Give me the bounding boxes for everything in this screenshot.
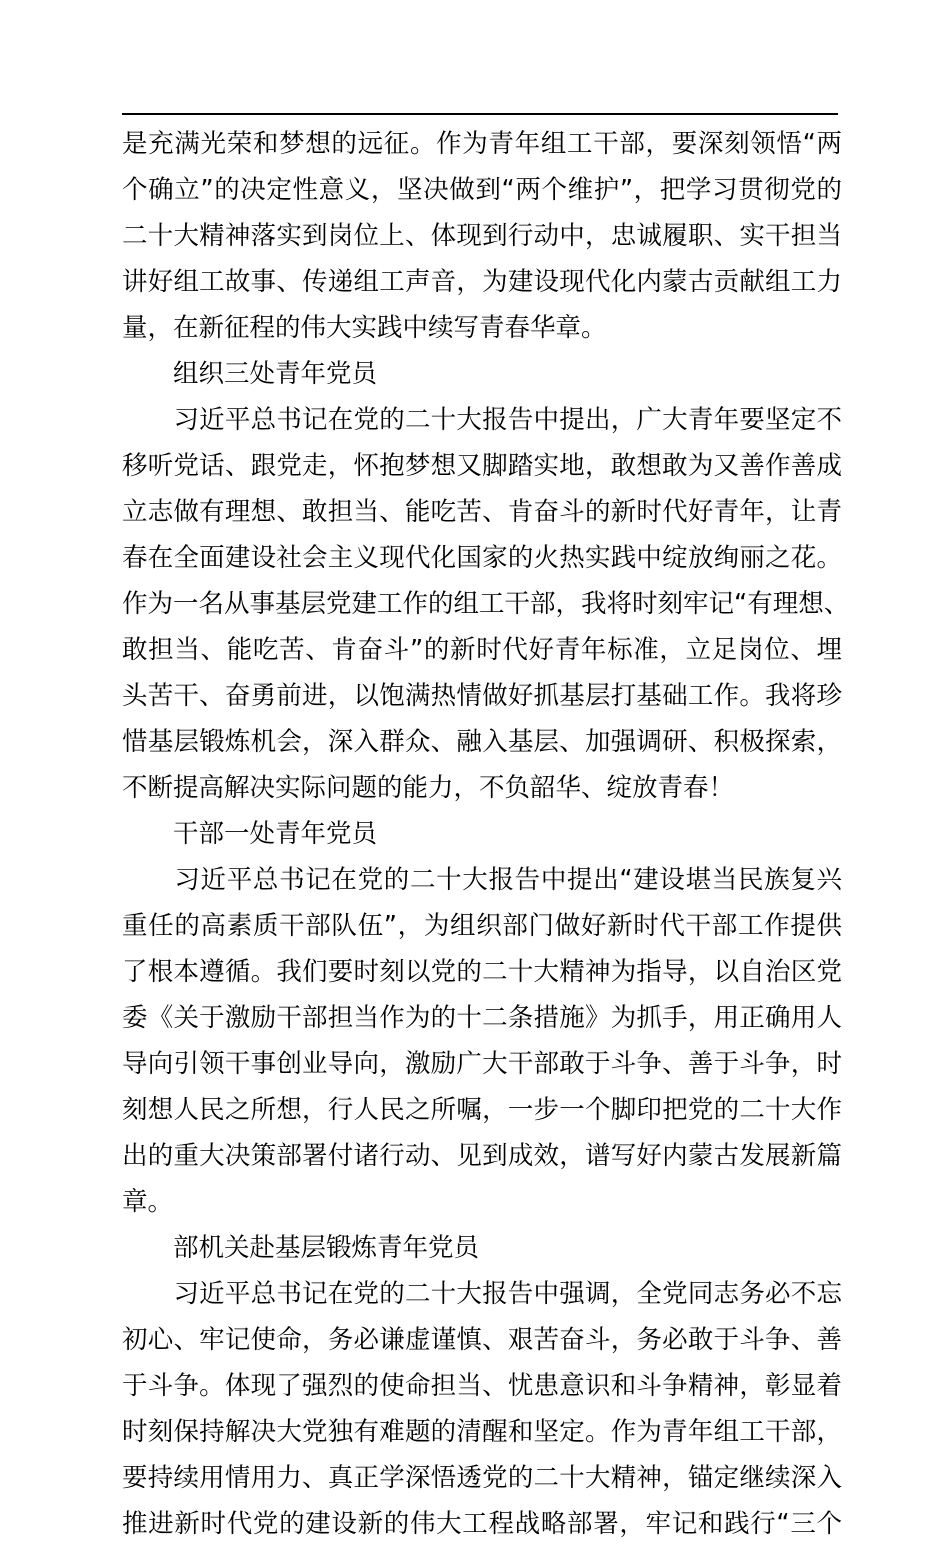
paragraph-line: 惜基层锻炼机会，深入群众、融入基层、加强调研、积极探索， (122, 727, 842, 757)
paragraph-line: 了根本遵循。我们要时刻以党的二十大精神为指导，以自治区党 (122, 957, 842, 987)
section-heading: 部机关赴基层锻炼青年党员 (173, 1233, 480, 1263)
paragraph (122, 1271, 842, 1547)
paragraph (122, 121, 842, 351)
top-rule (122, 113, 838, 115)
document-body (122, 121, 850, 1547)
paragraph-line: 个确立”的决定性意义，坚决做到“两个维护”，把学习贯彻党的 (122, 175, 842, 205)
paragraph-line: 习近平总书记在党的二十大报告中提出“建设堪当民族复兴 (122, 865, 842, 895)
paragraph-line: 委《关于激励干部担当作为的十二条措施》为抓手，用正确用人 (122, 1003, 842, 1033)
paragraph-line: 量，在新征程的伟大实践中续写青春华章。 (122, 313, 607, 343)
paragraph-line: 作为一名从事基层党建工作的组工干部，我将时刻牢记“有理想、 (122, 589, 850, 619)
paragraph-line: 于斗争。体现了强烈的使命担当、忧患意识和斗争精神，彰显着 (122, 1371, 842, 1401)
paragraph-line: 是充满光荣和梦想的远征。作为青年组工干部，要深刻领悟“两 (122, 129, 842, 159)
section-heading: 组织三处青年党员 (173, 359, 378, 389)
paragraph-line: 刻想人民之所想，行人民之所嘱，一步一个脚印把党的二十大作 (122, 1095, 842, 1125)
paragraph-line: 习近平总书记在党的二十大报告中提出，广大青年要坚定不 (122, 405, 842, 435)
paragraph-line: 不断提高解决实际问题的能力，不负韶华、绽放青春！ (122, 773, 735, 803)
paragraph-line: 要持续用情用力、真正学深悟透党的二十大精神，锚定继续深入 (122, 1463, 842, 1493)
paragraph-line: 敢担当、能吃苦、肯奋斗”的新时代好青年标准，立足岗位、埋 (122, 635, 842, 665)
paragraph-line: 头苦干、奋勇前进，以饱满热情做好抓基层打基础工作。我将珍 (122, 681, 842, 711)
paragraph-line: 习近平总书记在党的二十大报告中强调，全党同志务必不忘 (122, 1279, 842, 1309)
paragraph (122, 397, 850, 811)
paragraph (122, 857, 842, 1225)
paragraph-line: 立志做有理想、敢担当、能吃苦、肯奋斗的新时代好青年，让青 (122, 497, 842, 527)
section-heading: 干部一处青年党员 (173, 819, 378, 849)
paragraph-line: 出的重大决策部署付诸行动、见到成效，谱写好内蒙古发展新篇 (122, 1141, 842, 1171)
paragraph-line: 移听党话、跟党走，怀抱梦想又脚踏实地，敢想敢为又善作善成 (122, 451, 842, 481)
paragraph-line: 重任的高素质干部队伍”，为组织部门做好新时代干部工作提供 (122, 911, 842, 941)
paragraph-line: 二十大精神落实到岗位上、体现到行动中，忠诚履职、实干担当 (122, 221, 842, 251)
paragraph-line: 初心、牢记使命，务必谦虚谨慎、艰苦奋斗，务必敢于斗争、善 (122, 1325, 842, 1355)
paragraph-line: 讲好组工故事、传递组工声音，为建设现代化内蒙古贡献组工力 (122, 267, 842, 297)
paragraph-line: 时刻保持解决大党独有难题的清醒和坚定。作为青年组工干部， (122, 1417, 842, 1447)
paragraph-line: 导向引领干事创业导向，激励广大干部敢于斗争、善于斗争，时 (122, 1049, 842, 1079)
paragraph-line: 推进新时代党的建设新的伟大工程战略部署，牢记和践行“三个 (122, 1509, 842, 1539)
paragraph-line: 章。 (122, 1187, 174, 1217)
paragraph-line: 春在全面建设社会主义现代化国家的火热实践中绽放绚丽之花。 (122, 543, 842, 573)
